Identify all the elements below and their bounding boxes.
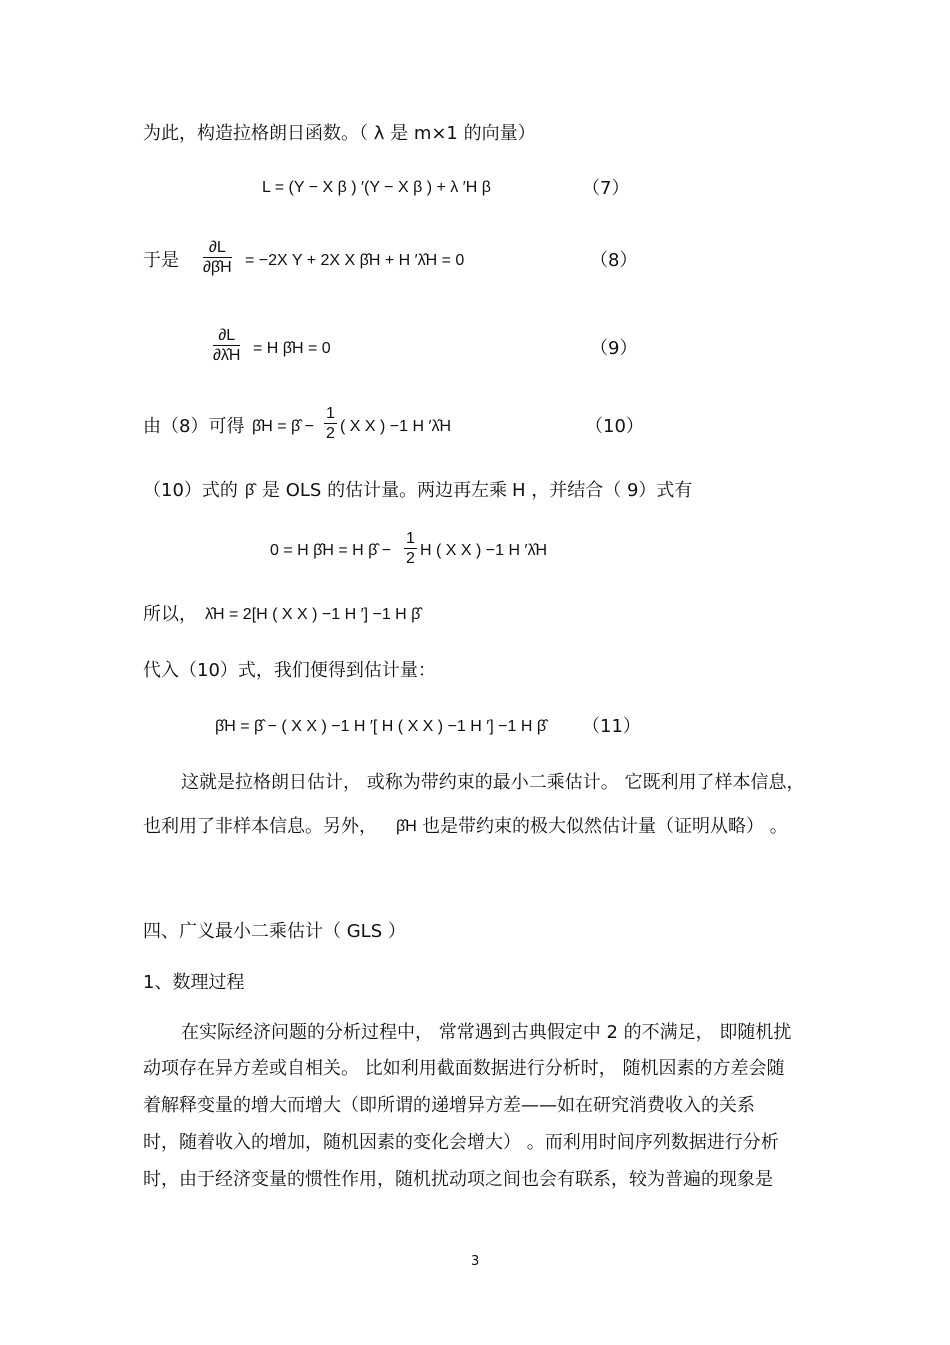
equation-7: L = (Y − X β ) ′(Y − X β ) + λ ′H β [262, 179, 491, 196]
line-10-text-c: H ，并结合（ 9）式有 [512, 480, 693, 501]
eq8-denominator: ∂β̂H [203, 259, 232, 276]
equation-8-number: （8） [590, 250, 638, 271]
paragraph-1-line-1: 这就是拉格朗日估计， 或称为带约束的最小二乘估计。 它既利用了样本信息， [181, 772, 805, 793]
equation-11: β̂H = β̂ − ( X X ) −1 H ′[ H ( X X ) −1 H ′] −1 H β̂ [215, 718, 547, 735]
equation-8-rhs: = −2X Y + 2X X β̂H + H ′λ̂H = 0 [245, 252, 465, 269]
half-den: 2 [326, 425, 335, 442]
equation-10-lhs: β̂H = β̂ − [252, 418, 314, 435]
line-10-text-b: 是 OLS 的估计量。两边再左乘 [262, 480, 508, 501]
eq9-numerator: ∂L [213, 328, 240, 346]
paragraph-1-line-2-tail: 也是带约束的极大似然估计量（证明从略） 。 [422, 816, 788, 837]
dairu-line: 代入（10）式，我们便得到估计量： [143, 660, 436, 681]
equation-10-half [324, 406, 337, 442]
paragraph-2-line-1: 在实际经济问题的分析过程中， 常常遇到古典假定中 2 的不满足， 即随机扰 [181, 1022, 792, 1043]
equation-8-fraction [203, 240, 232, 276]
equation-zero-a: 0 = H β̂H = H β̂ − [270, 542, 392, 559]
page-number: 3 [471, 1254, 480, 1269]
equation-lambda: λ̂H = 2[H ( X X ) −1 H ′] −1 H β̂ [205, 606, 421, 623]
line-10-text-a: （10）式的 [143, 480, 238, 501]
paragraph-2-line-5: 时，由于经济变量的惯性作用，随机扰动项之间也会有联系，较为普遍的现象是 [143, 1169, 773, 1190]
suoyi-label: 所以， [143, 604, 197, 625]
eq8-numerator: ∂L [203, 240, 232, 258]
paragraph-2-line-3: 着解释变量的增大而增大（即所谓的递增异方差——如在研究消费收入的关系 [143, 1095, 755, 1116]
equation-7-number: （7） [582, 178, 630, 199]
half-den-2: 2 [406, 550, 415, 567]
half-num-2: 1 [406, 530, 415, 547]
equation-9-number: （9） [590, 338, 638, 359]
equation-9-fraction [213, 328, 240, 364]
equation-10-tail: ( X X ) −1 H ′λ̂H [340, 418, 452, 435]
equation-10-number: （10） [585, 416, 644, 437]
paragraph-2-line-2: 动项存在异方差或自相关。 比如利用截面数据进行分析时， 随机因素的方差会随 [143, 1058, 785, 1079]
equation-zero-half [404, 531, 417, 567]
subsection-heading-1: 1、数理过程 [143, 972, 245, 993]
eq9-denominator: ∂λ̂H [213, 347, 241, 364]
paragraph-1-line-2: 也利用了非样本信息。另外， [143, 816, 377, 837]
equation-9-rhs: = H β̂H = 0 [253, 340, 331, 357]
beta-hat-symbol: β̂ [245, 482, 255, 499]
you8-label: 由（8）可得 [143, 416, 245, 437]
beta-hat-h-symbol: β̂H [396, 818, 417, 835]
yushi-label: 于是 [143, 250, 179, 271]
half-num: 1 [326, 405, 335, 422]
equation-zero-tail: H ( X X ) −1 H ′λ̂H [420, 542, 548, 559]
equation-11-number: （11） [582, 716, 641, 737]
section-heading-4: 四、广义最小二乘估计（ GLS ） [143, 921, 406, 942]
paragraph-2-line-4: 时，随着收入的增加，随机因素的变化会增大） 。而利用时间序列数据进行分析 [143, 1132, 779, 1153]
intro-line: 为此，构造拉格朗日函数。（ λ 是 m×1 的向量） [143, 123, 536, 144]
